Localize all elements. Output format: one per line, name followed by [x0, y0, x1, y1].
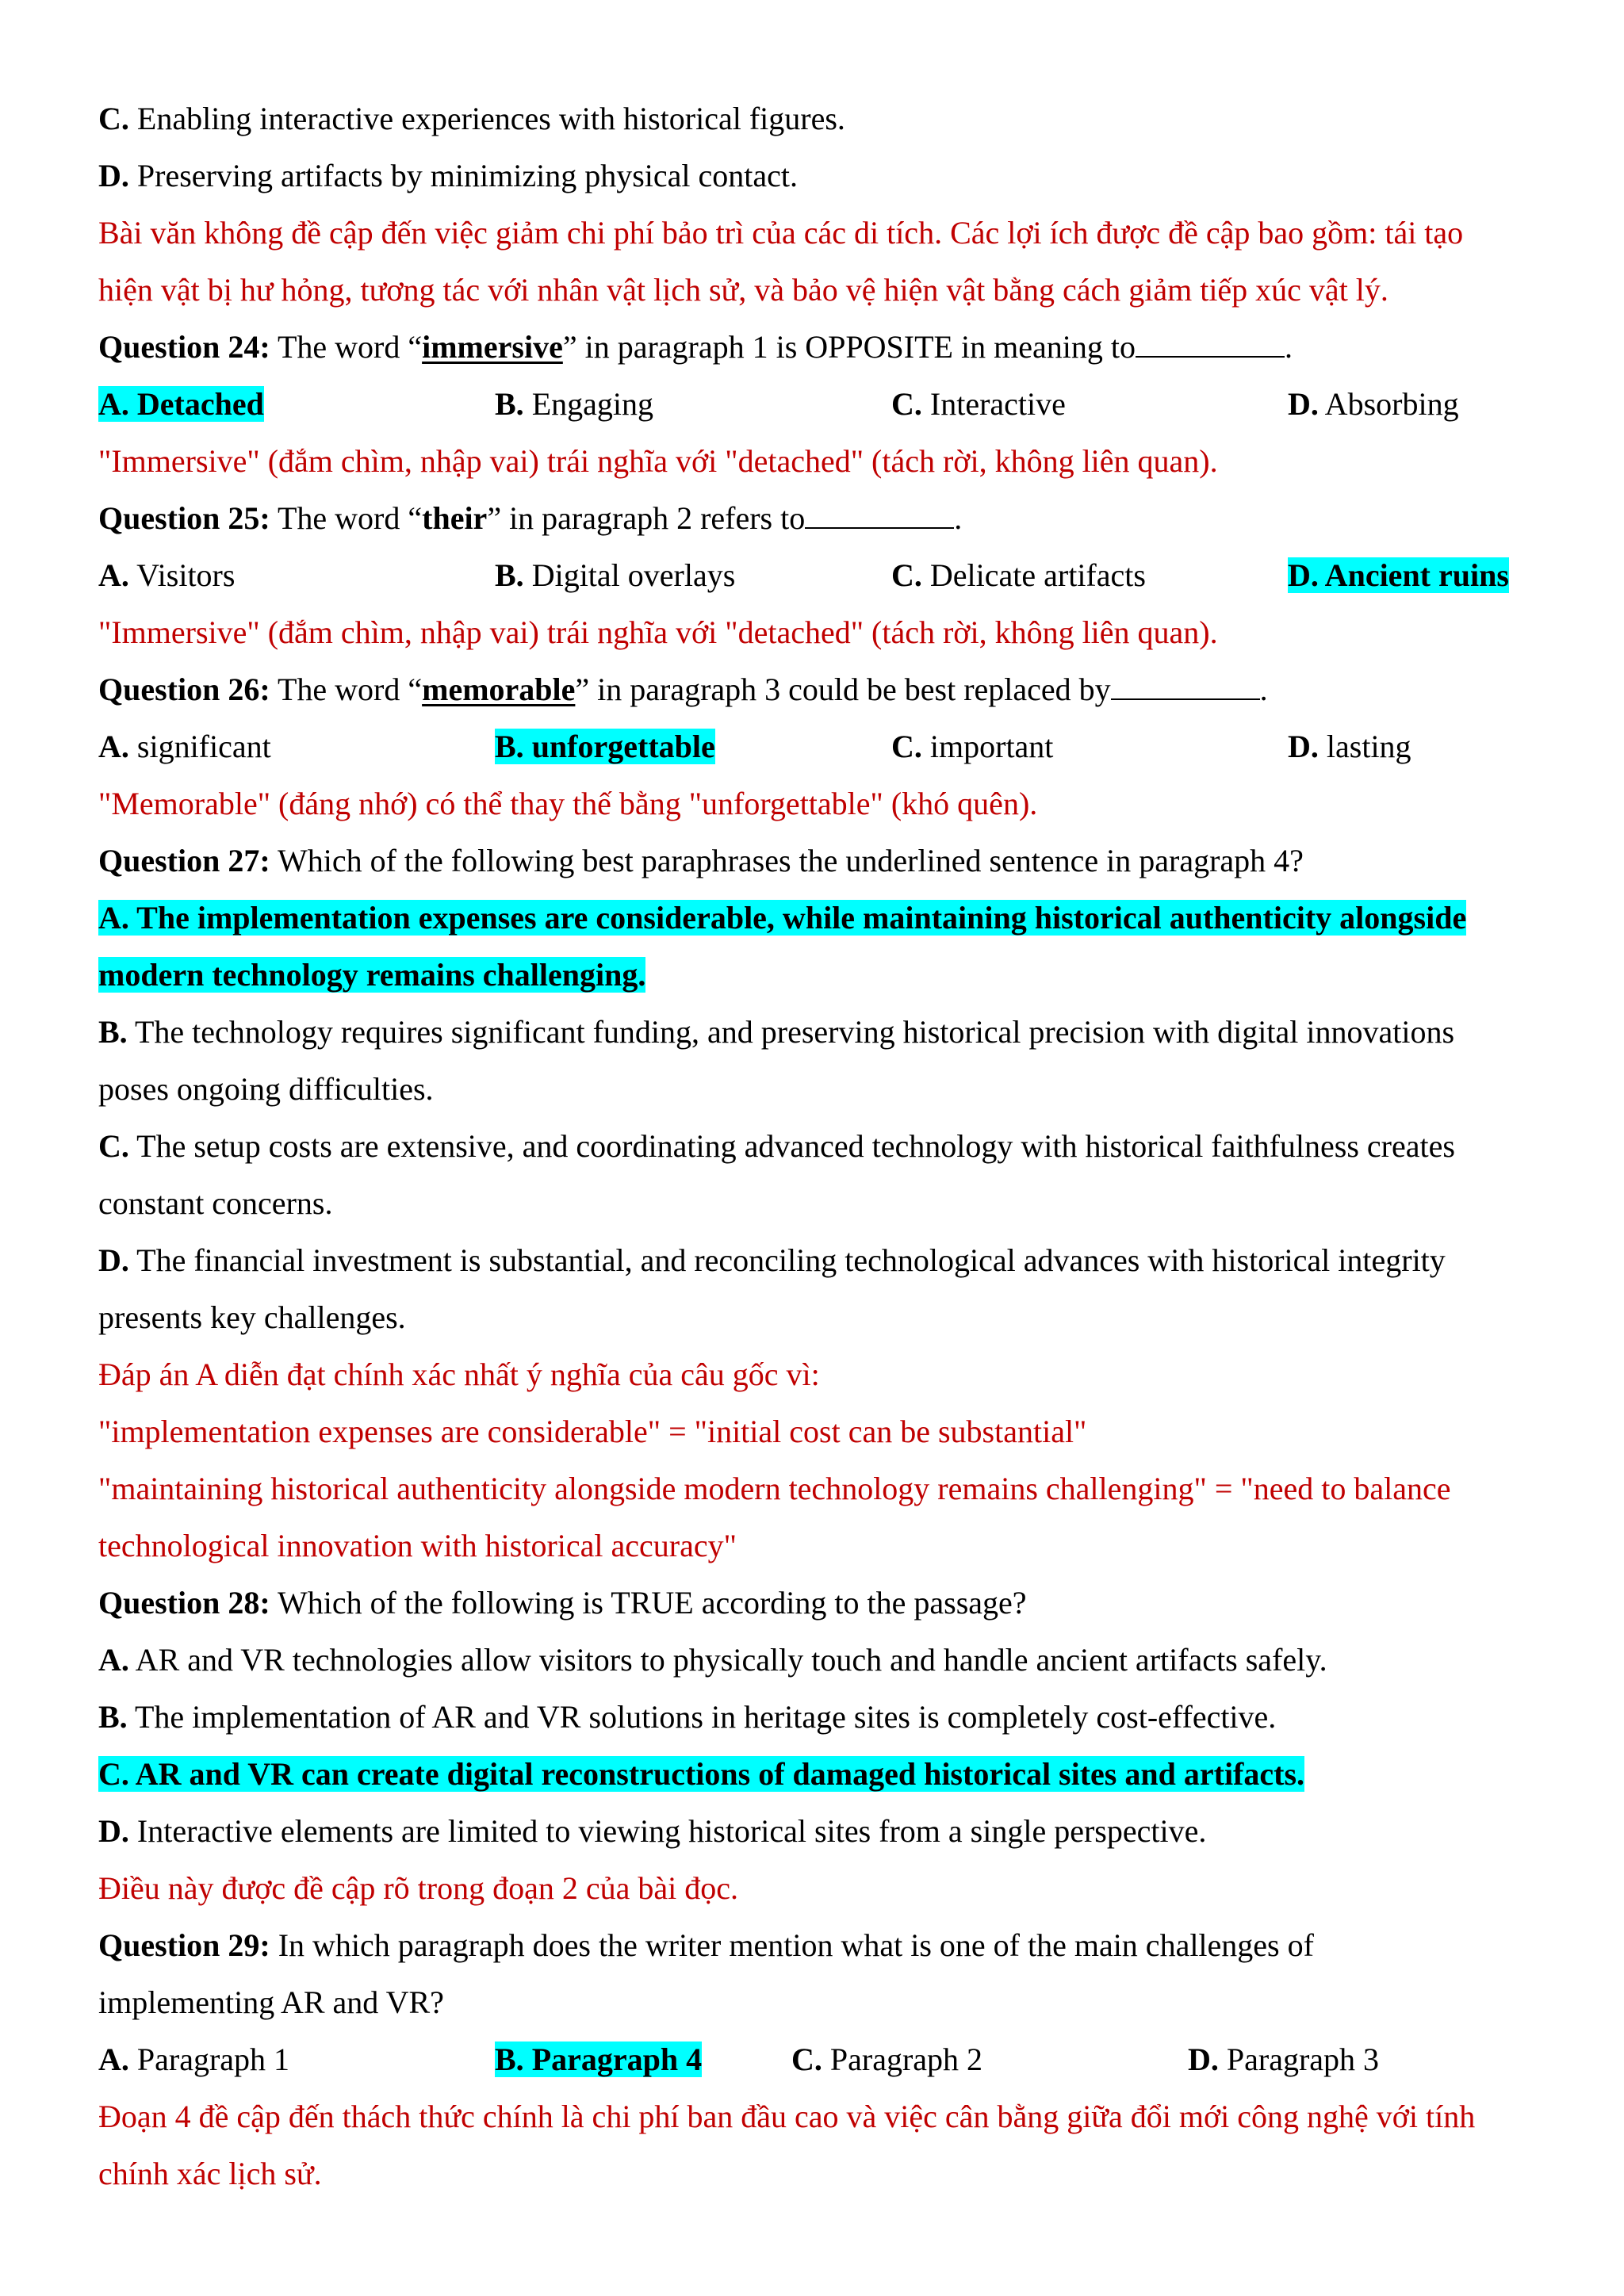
q25-explanation: "Immersive" (đắm chìm, nhập vai) trái nghĩa với "detached" (tách rời, không liên quan).: [98, 614, 1218, 650]
q27-explanation-line-4: technological innovation with historical accuracy": [98, 1528, 737, 1563]
q24-option-d: D. Absorbing: [1288, 386, 1459, 422]
q28-explanation: Điều này được đề cập rõ trong đoạn 2 của bài đọc.: [98, 1870, 738, 1906]
q28-option-d: D. Interactive elements are limited to viewing historical sites from a single perspective.: [98, 1813, 1207, 1849]
q24-question: Question 24: The word “immersive” in paragraph 1 is OPPOSITE in meaning to .: [98, 329, 1293, 365]
q27-option-d-line-2: presents key challenges.: [98, 1299, 406, 1335]
q26-option-b: B. unforgettable: [495, 729, 715, 764]
q25-option-b: B. Digital overlays: [495, 557, 736, 593]
q27-option-c-line-1: C. The setup costs are extensive, and coordinating advanced technology with historical faithfulness creates: [98, 1128, 1455, 1164]
q26-option-a: A. significant: [98, 729, 271, 764]
q28-question: Question 28: Which of the following is TRUE according to the passage?: [98, 1585, 1027, 1621]
q29-option-c: C. Paragraph 2: [791, 2042, 983, 2077]
q28-option-a: A. AR and VR technologies allow visitors to physically touch and handle ancient artifacts safely.: [98, 1642, 1327, 1678]
q27-explanation-line-3: "maintaining historical authenticity alongside modern technology remains challenging" = "need to balance: [98, 1471, 1451, 1506]
q25-option-a: A. Visitors: [98, 557, 236, 593]
q29-question-line-1: Question 29: In which paragraph does the writer mention what is one of the main challenges of: [98, 1927, 1314, 1963]
q29-option-a: A. Paragraph 1: [98, 2042, 290, 2077]
q29-option-d: D. Paragraph 3: [1188, 2042, 1380, 2077]
q25-option-c: C. Delicate artifacts: [891, 557, 1146, 593]
q24-explanation: "Immersive" (đắm chìm, nhập vai) trái nghĩa với "detached" (tách rời, không liên quan).: [98, 443, 1218, 479]
q29-option-b: B. Paragraph 4: [495, 2042, 703, 2077]
q29-explanation-line-1: Đoạn 4 đề cập đến thách thức chính là chi phí ban đầu cao và việc cân bằng giữa đổi mới công nghệ với tính: [98, 2099, 1476, 2134]
q25-option-d: D. Ancient ruins: [1288, 557, 1509, 593]
q23-explanation-line-2: hiện vật bị hư hỏng, tương tác với nhân vật lịch sử, và bảo vệ hiện vật bằng cách giảm tiếp xúc vật lý.: [98, 272, 1388, 308]
q28-option-b: B. The implementation of AR and VR solutions in heritage sites is completely cost-effective.: [98, 1699, 1277, 1735]
q24-option-c: C. Interactive: [891, 386, 1066, 422]
q27-option-c-line-2: constant concerns.: [98, 1185, 333, 1221]
q29-question-line-2: implementing AR and VR?: [98, 1984, 444, 2020]
q26-option-d: D. lasting: [1288, 729, 1411, 764]
q27-explanation-line-2: "implementation expenses are considerable" = "initial cost can be substantial": [98, 1414, 1087, 1449]
q28-option-c: C. AR and VR can create digital reconstructions of damaged historical sites and artifacts.: [98, 1756, 1305, 1792]
q27-option-a-line-1: A. The implementation expenses are considerable, while maintaining historical authenticity alongside: [98, 900, 1467, 936]
q24-option-b: B. Engaging: [495, 386, 653, 422]
q23-option-c: C. Enabling interactive experiences with historical figures.: [98, 101, 845, 136]
q27-option-b-line-1: B. The technology requires significant funding, and preserving historical precision with digital innovations: [98, 1014, 1455, 1050]
q26-explanation: "Memorable" (đáng nhớ) có thể thay thế bằng "unforgettable" (khó quên).: [98, 786, 1038, 821]
q23-option-d: D. Preserving artifacts by minimizing physical contact.: [98, 158, 798, 193]
q27-option-d-line-1: D. The financial investment is substantial, and reconciling technological advances with historical integrity: [98, 1242, 1446, 1278]
q26-question: Question 26: The word “memorable” in paragraph 3 could be best replaced by .: [98, 672, 1268, 707]
q23-explanation-line-1: Bài văn không đề cập đến việc giảm chi phí bảo trì của các di tích. Các lợi ích được đề cập bao gồm: tái tạo: [98, 215, 1464, 251]
q24-option-a: A. Detached: [98, 386, 264, 422]
q27-question: Question 27: Which of the following best paraphrases the underlined sentence in paragraph 4?: [98, 843, 1304, 878]
q27-option-a-line-2: modern technology remains challenging.: [98, 957, 646, 993]
q29-explanation-line-2: chính xác lịch sử.: [98, 2156, 322, 2191]
q25-question: Question 25: The word “their” in paragraph 2 refers to .: [98, 500, 963, 536]
q27-explanation-line-1: Đáp án A diễn đạt chính xác nhất ý nghĩa của câu gốc vì:: [98, 1357, 820, 1392]
q27-option-b-line-2: poses ongoing difficulties.: [98, 1071, 434, 1107]
q26-option-c: C. important: [891, 729, 1054, 764]
